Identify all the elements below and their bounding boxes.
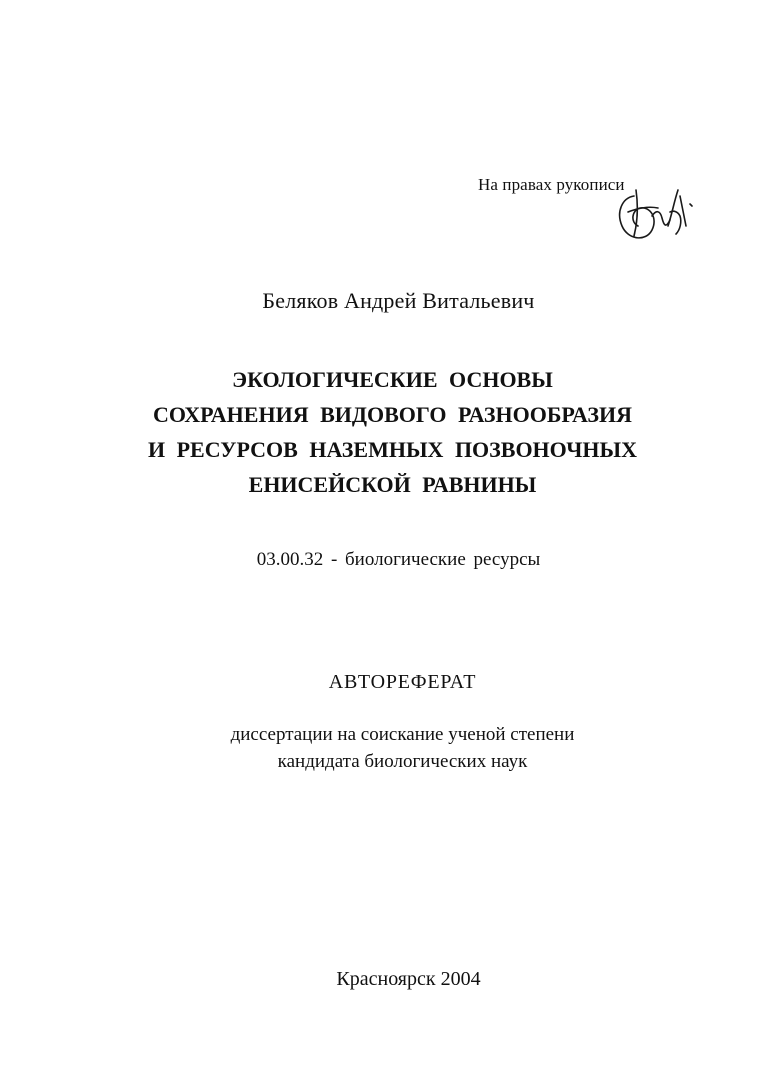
rights-note: На правах рукописи [478, 175, 625, 194]
city-year: Красноярск 2004 [336, 968, 481, 990]
document-type: АВТОРЕФЕРАТ [328, 671, 477, 693]
title-line: ЭКОЛОГИЧЕСКИЕ ОСНОВЫ [232, 367, 553, 392]
specialty-code: 03.00.32 - биологические ресурсы [256, 549, 541, 570]
title-line: ЕНИСЕЙСКОЙ РАВНИНЫ [248, 472, 537, 497]
dissertation-title [6, 362, 773, 502]
author-name: Беляков Андрей Витальевич [262, 288, 535, 313]
purpose-line: кандидата биологических наук [277, 751, 528, 772]
handwritten-signature [608, 176, 708, 256]
title-line: И РЕСУРСОВ НАЗЕМНЫХ ПОЗВОНОЧНЫХ [147, 437, 637, 462]
title-line: СОХРАНЕНИЯ ВИДОВОГО РАЗНООБРАЗИЯ [153, 402, 632, 427]
degree-purpose [16, 721, 773, 775]
purpose-line: диссертации на соискание ученой степени [230, 724, 575, 745]
